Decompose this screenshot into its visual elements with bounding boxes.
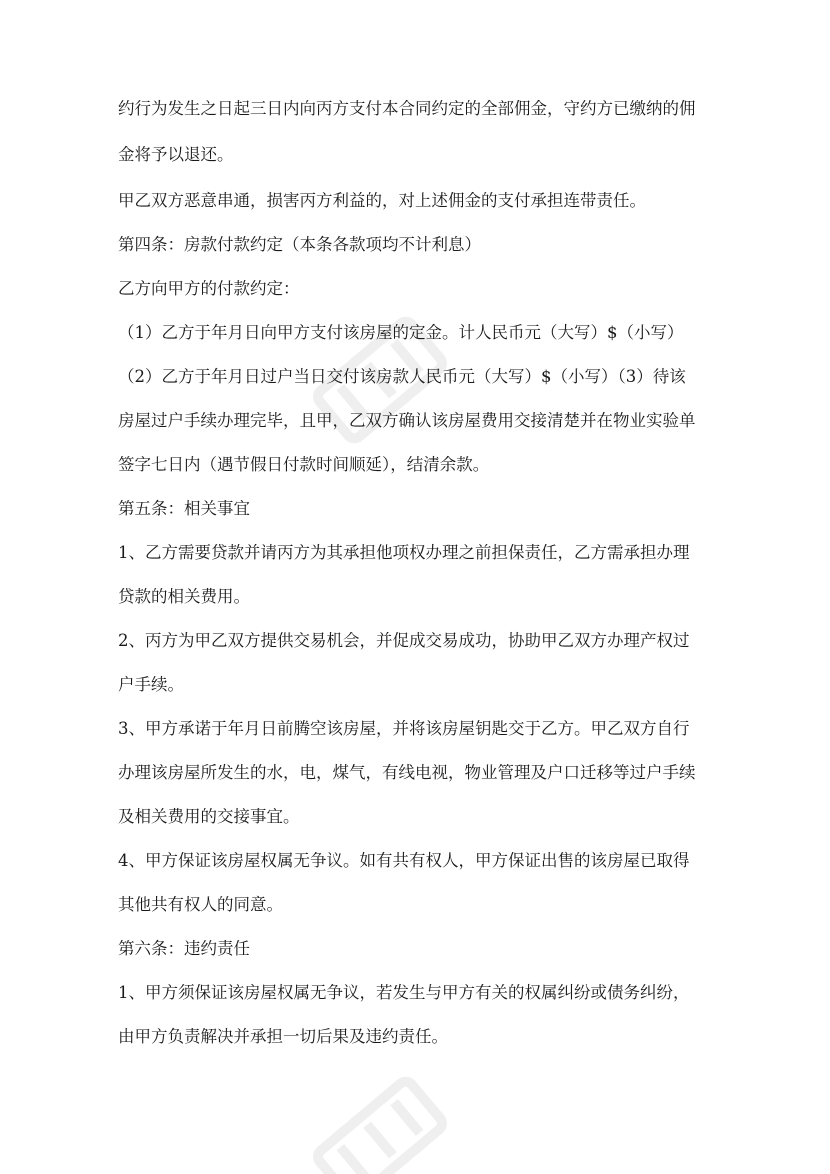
text-line: 及相关费用的交接事宜。 xyxy=(118,807,300,826)
text-line: 乙方向甲方的付款约定： xyxy=(118,279,300,298)
text-line: （2）乙方于年月日过户当日交付该房款人民币元（大写）$（小写）（3）待该 xyxy=(118,367,686,386)
text-line: 贷款的相关费用。 xyxy=(118,587,250,606)
text-line: （1）乙方于年月日向甲方支付该房屋的定金。计人民币元（大写）$（小写） xyxy=(118,323,684,342)
text-line: 金将予以退还。 xyxy=(118,145,234,164)
text-line: 3、甲方承诺于年月日前腾空该房屋，并将该房屋钥匙交于乙方。甲乙双方自行 xyxy=(118,719,690,738)
section-heading: 第六条：违约责任 xyxy=(118,939,250,958)
section-heading: 第四条：房款付款约定（本条各款项均不计利息） xyxy=(118,235,481,254)
text-line: 签字七日内（遇节假日付款时间顺延），结清余款。 xyxy=(118,455,490,474)
text-line: 办理该房屋所发生的水，电，煤气，有线电视，物业管理及户口迁移等过户手续 xyxy=(118,763,696,782)
section-heading: 第五条：相关事宜 xyxy=(118,499,250,518)
text-line: 2、丙方为甲乙双方提供交易机会，并促成交易成功，协助甲乙双方办理产权过 xyxy=(118,631,690,650)
text-line: 1、乙方需要贷款并请丙方为其承担他项权办理之前担保责任，乙方需承担办理 xyxy=(118,543,690,562)
watermark-icon xyxy=(300,1060,460,1174)
text-line: 由甲方负责解决并承担一切后果及违约责任。 xyxy=(118,1027,448,1046)
text-line: 房屋过户手续办理完毕，且甲，乙双方确认该房屋费用交接清楚并在物业实验单 xyxy=(118,411,696,430)
text-line: 约行为发生之日起三日内向丙方支付本合同约定的全部佣金，守约方已缴纳的佣 xyxy=(118,99,696,118)
text-line: 4、甲方保证该房屋权属无争议。如有共有权人，甲方保证出售的该房屋已取得 xyxy=(118,851,690,870)
text-line: 甲乙双方恶意串通，损害丙方利益的，对上述佣金的支付承担连带责任。 xyxy=(118,191,646,210)
text-line: 户手续。 xyxy=(118,675,184,694)
text-line: 其他共有权人的同意。 xyxy=(118,895,283,914)
text-line: 1、甲方须保证该房屋权属无争议，若发生与甲方有关的权属纠纷或债务纠纷， xyxy=(118,983,690,1002)
